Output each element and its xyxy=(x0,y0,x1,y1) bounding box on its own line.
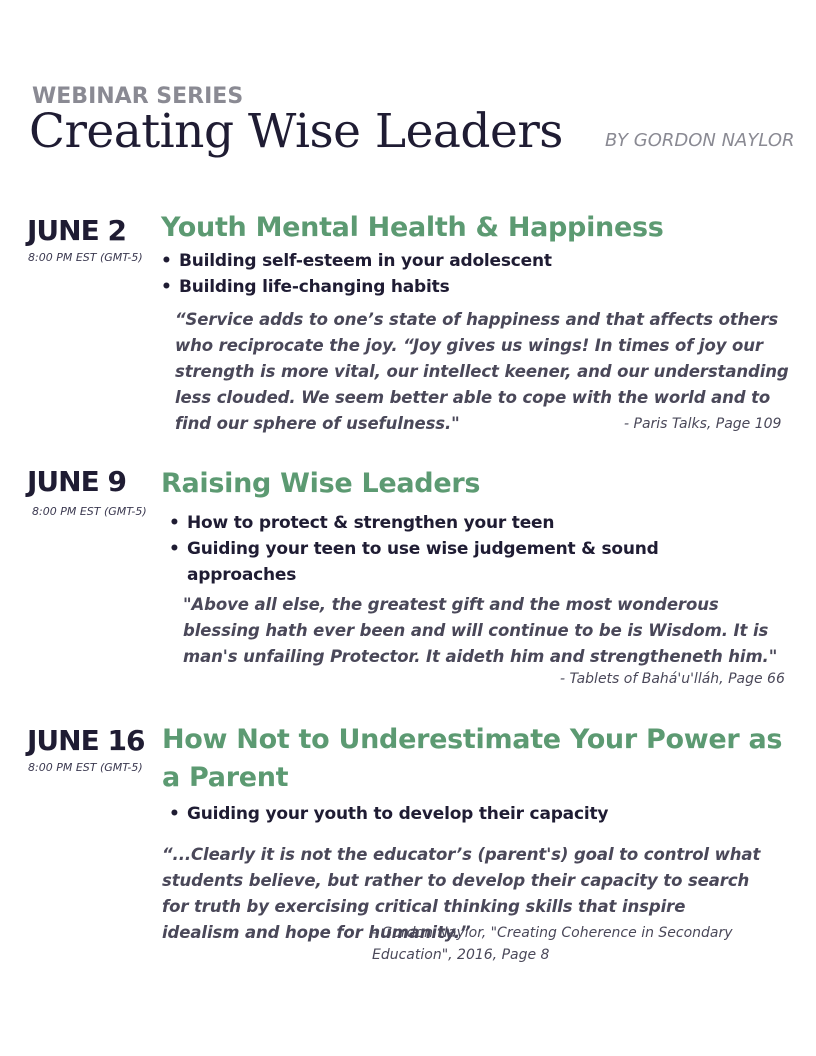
session-title: Youth Mental Health & Happiness xyxy=(161,212,664,243)
session-bullets xyxy=(169,510,689,588)
session-time: 8:00 PM EST (GMT-5) xyxy=(32,505,147,518)
bullet-icon: • xyxy=(169,539,180,559)
session-time: 8:00 PM EST (GMT-5) xyxy=(28,761,143,774)
session-date: JUNE 16 xyxy=(27,724,145,757)
page-title: Creating Wise Leaders xyxy=(29,104,563,159)
session-date: JUNE 9 xyxy=(27,465,126,498)
bullet-item: • Building life-changing habits xyxy=(161,274,791,300)
session-bullets xyxy=(169,801,769,827)
session-title: How Not to Underestimate Your Power as a Parent xyxy=(162,724,783,793)
quote-source: - Paris Talks, Page 109 xyxy=(624,416,782,432)
session-time: 8:00 PM EST (GMT-5) xyxy=(28,251,143,264)
bullet-icon: • xyxy=(169,804,180,824)
session-date: JUNE 2 xyxy=(27,214,126,247)
bullet-item: • Building self-esteem in your adolescent xyxy=(161,248,791,274)
author-byline: BY GORDON NAYLOR xyxy=(605,130,795,151)
session-bullets xyxy=(161,248,791,300)
series-label: WEBINAR SERIES xyxy=(32,84,244,109)
session-title: Raising Wise Leaders xyxy=(161,468,481,499)
quote-source: - Gordon Naylor, "Creating Coherence in Secondary Education", 2016, Page 8 xyxy=(372,925,733,963)
session-quote: "Above all else, the greatest gift and the most wonderous blessing hath ever been and will continue to be is Wisdom. It is man's unfailing Protector. It aideth him and strengtheneth him." xyxy=(183,595,778,666)
session-quote: “Service adds to one’s state of happiness and that affects others who reciprocate the joy. “Joy gives us wings! In times of joy our strength is more vital, our intellect keener, and our understanding less clouded. We seem better able to cope with the world and to find our sphere of usefulness." xyxy=(175,310,789,433)
session-quote: “...Clearly it is not the educator’s (parent's) goal to control what students believe, but rather to develop their capacity to search for truth by exercising critical thinking skills that inspire idealism and hope for humanity.” xyxy=(162,845,761,942)
quote-source: - Tablets of Bahá'u'lláh, Page 66 xyxy=(560,671,785,687)
bullet-item: • How to protect & strengthen your teen xyxy=(169,510,689,536)
bullet-icon: • xyxy=(161,251,172,271)
bullet-item: • Guiding your teen to use wise judgement & sound approaches xyxy=(169,536,689,588)
bullet-icon: • xyxy=(169,513,180,533)
bullet-item: • Guiding your youth to develop their capacity xyxy=(169,801,769,827)
bullet-icon: • xyxy=(161,277,172,297)
